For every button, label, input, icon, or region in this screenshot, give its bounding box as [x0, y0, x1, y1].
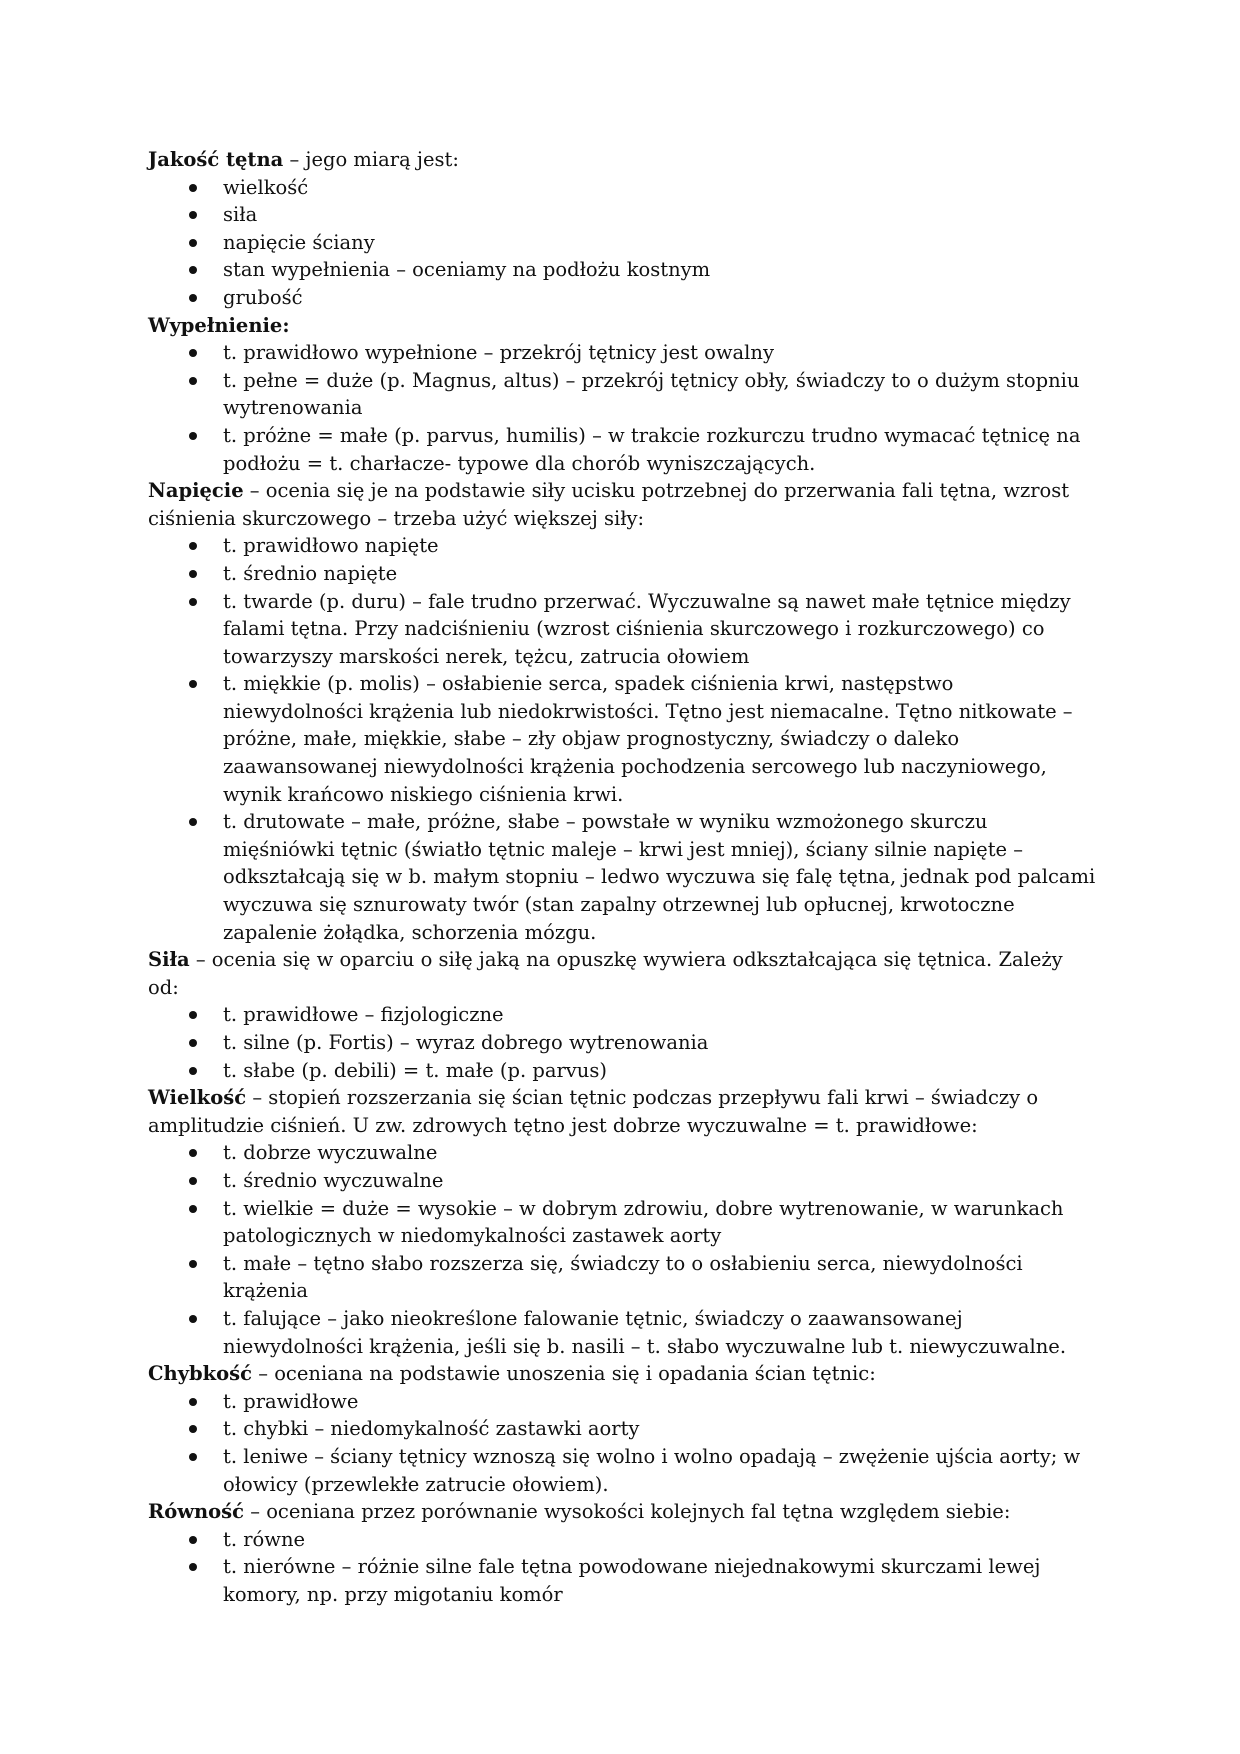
list-item	[148, 1305, 1098, 1360]
bullet-list	[148, 339, 1098, 477]
section-intro-text: – stopień rozszerzania się ścian tętnic podczas przepływu fali krwi – świadczy o amplitudzie ciśnień. U zw. zdrowych tętno jest dobrze wyczuwalne = t. prawidłowe:	[148, 1086, 1039, 1137]
list-item-text: t. twarde (p. duru) – fale trudno przerwać. Wyczuwalne są nawet małe tętnice między falami tętna. Przy nadciśnieniu (wzrost ciśnienia skurczowego i rozkurczowego) co towarzyszy marskości nerek, tężcu, zatrucia ołowiem	[223, 589, 1071, 668]
section	[148, 1084, 1098, 1360]
list-item-text: t. miękkie (p. molis) – osłabienie serca, spadek ciśnienia krwi, następstwo niewydolności krążenia lub niedokrwistości. Tętno jest niemacalne. Tętno nitkowate – próżne, małe, miękkie, słabe – zły objaw prognostyczny, świadczy o daleko zaawansowanej niewydolności krążenia pochodzenia sercowego lub naczyniowego, wynik krańcowo niskiego ciśnienia krwi.	[223, 672, 1073, 806]
list-item	[148, 422, 1098, 477]
section-intro-text: – ocenia się w oparciu o siłę jaką na opuszkę wywiera odkształcająca się tętnica. Zależy od:	[148, 948, 1063, 999]
section-heading-line	[148, 146, 1098, 174]
bullet-icon	[189, 680, 197, 688]
bullet-icon	[189, 542, 197, 550]
list-item	[148, 1526, 1098, 1554]
list-item-text: t. silne (p. Fortis) – wyraz dobrego wytrenowania	[223, 1031, 709, 1054]
list-item	[148, 560, 1098, 588]
list-item	[148, 1001, 1098, 1029]
list-item	[148, 588, 1098, 671]
list-item-text: t. równe	[223, 1527, 306, 1551]
section-heading-line	[148, 312, 1098, 340]
bullet-icon	[189, 570, 197, 578]
section-intro-text: – ocenia się je na podstawie siły ucisku potrzebnej do przerwania fali tętna, wzrost ciśnienia skurczowego – trzeba użyć większej siły:	[148, 479, 1070, 530]
bullet-icon	[189, 1039, 197, 1047]
list-item-text: wielkość	[223, 175, 309, 199]
section-heading-line	[148, 946, 1098, 1001]
list-item	[148, 808, 1098, 946]
list-item	[148, 229, 1098, 257]
bullet-icon	[189, 598, 197, 606]
list-item	[148, 1443, 1098, 1498]
section-heading: Wielkość	[148, 1086, 247, 1110]
list-item-text: t. małe – tętno słabo rozszerza się, świadczy to o osłabieniu serca, niewydolności krążenia	[223, 1251, 1023, 1303]
list-item	[148, 174, 1098, 202]
bullet-list	[148, 532, 1098, 946]
section-heading: Równość	[148, 1500, 245, 1524]
list-item	[148, 1167, 1098, 1195]
list-item	[148, 1250, 1098, 1305]
section	[148, 312, 1098, 478]
section-heading: Siła	[148, 948, 190, 972]
list-item-text: t. prawidłowe – fizjologiczne	[223, 1003, 504, 1027]
bullet-icon	[189, 1398, 197, 1406]
list-item	[148, 256, 1098, 284]
list-item-text: t. leniwe – ściany tętnicy wznoszą się wolno i wolno opadają – zwężenie ujścia aorty; w ołowicy (przewlekłe zatrucie ołowiem).	[223, 1444, 1081, 1496]
bullet-icon	[189, 294, 197, 302]
list-item-text: t. średnio wyczuwalne	[223, 1168, 444, 1192]
bullet-icon	[189, 1425, 197, 1433]
bullet-icon	[189, 1205, 197, 1213]
section-heading: Chybkość	[148, 1362, 253, 1386]
section	[148, 1498, 1098, 1608]
bullet-icon	[189, 818, 197, 826]
bullet-icon	[189, 211, 197, 219]
bullet-icon	[189, 239, 197, 247]
bullet-icon	[189, 1536, 197, 1544]
list-item	[148, 1388, 1098, 1416]
bullet-icon	[189, 1177, 197, 1185]
list-item	[148, 1415, 1098, 1443]
list-item-text: siła	[223, 203, 258, 227]
list-item	[148, 339, 1098, 367]
list-item	[148, 1553, 1098, 1608]
bullet-list	[148, 174, 1098, 312]
list-item	[148, 532, 1098, 560]
section	[148, 477, 1098, 946]
list-item-text: t. chybki – niedomykalność zastawki aorty	[223, 1417, 640, 1441]
bullet-icon	[189, 1563, 197, 1571]
section-heading-line	[148, 477, 1098, 532]
list-item	[148, 284, 1098, 312]
bullet-icon	[189, 1260, 197, 1268]
list-item	[148, 1139, 1098, 1167]
list-item-text: t. prawidłowo napięte	[223, 534, 439, 558]
list-item	[148, 670, 1098, 808]
bullet-icon	[189, 1011, 197, 1019]
list-item-text: t. prawidłowe	[223, 1389, 359, 1413]
list-item-text: t. próżne = małe (p. parvus, humilis) – w trakcie rozkurczu trudno wymacać tętnicę na podłożu = t. charłacze- typowe dla chorób wyniszczających.	[223, 423, 1081, 475]
bullet-list	[148, 1139, 1098, 1360]
bullet-list	[148, 1001, 1098, 1084]
list-item-text: t. drutowate – małe, próżne, słabe – powstałe w wyniku wzmożonego skurczu mięśniówki tętnic (światło tętnic maleje – krwi jest mniej), ściany silnie napięte – odkształcają się w b. małym stopniu – ledwo wyczuwa się falę tętna, jednak pod palcami wyczuwa się sznurowaty twór (stan zapalny otrzewnej lub opłucnej, krwotoczne zapalenie żołądka, schorzenia mózgu.	[223, 810, 1096, 944]
list-item-text: napięcie ściany	[223, 230, 375, 254]
bullet-icon	[189, 266, 197, 274]
list-item-text: t. średnio napięte	[223, 561, 398, 585]
section	[148, 1360, 1098, 1498]
list-item	[148, 367, 1098, 422]
section-heading-line	[148, 1084, 1098, 1139]
list-item-text: t. wielkie = duże = wysokie – w dobrym zdrowiu, dobre wytrenowanie, w warunkach patologicznych w niedomykalności zastawek aorty	[223, 1196, 1064, 1248]
list-item-text: t. prawidłowo wypełnione – przekrój tętnicy jest owalny	[223, 341, 774, 365]
section-intro-text: – oceniana na podstawie unoszenia się i opadania ścian tętnic:	[252, 1362, 876, 1386]
bullet-icon	[189, 1453, 197, 1461]
bullet-list	[148, 1526, 1098, 1609]
list-item-text: t. słabe (p. debili) = t. małe (p. parvus)	[223, 1058, 607, 1082]
list-item	[148, 1029, 1098, 1057]
section-heading: Napięcie	[148, 479, 244, 503]
section-heading: Jakość tętna	[148, 148, 284, 171]
bullet-icon	[189, 1149, 197, 1157]
section-heading: Wypełnienie:	[148, 313, 290, 337]
list-item-text: t. nierówne – różnie silne fale tętna powodowane niejednakowymi skurczami lewej komory, np. przy migotaniu komór	[223, 1555, 1041, 1606]
bullet-icon	[189, 184, 197, 192]
bullet-icon	[189, 377, 197, 385]
section	[148, 946, 1098, 1084]
list-item-text: t. falujące – jako nieokreślone falowanie tętnic, świadczy o zaawansowanej niewydolności krążenia, jeśli się b. nasili – t. słabo wyczuwalne lub t. niewyczuwalne.	[223, 1306, 1067, 1358]
section-heading-line	[148, 1360, 1098, 1388]
bullet-icon	[189, 1067, 197, 1075]
section	[148, 146, 1098, 312]
bullet-icon	[189, 349, 197, 357]
bullet-icon	[189, 432, 197, 440]
list-item-text: t. pełne = duże (p. Magnus, altus) – przekrój tętnicy obły, świadczy to o dużym stopniu wytrenowania	[223, 368, 1080, 420]
section-intro-text: – jego miarą jest:	[283, 148, 459, 171]
list-item-text: t. dobrze wyczuwalne	[223, 1141, 438, 1165]
list-item-text: grubość	[223, 285, 303, 309]
bullet-list	[148, 1388, 1098, 1498]
list-item-text: stan wypełnienia – oceniamy na podłożu kostnym	[223, 258, 711, 282]
section-heading-line	[148, 1498, 1098, 1526]
bullet-icon	[189, 1315, 197, 1323]
list-item	[148, 1057, 1098, 1085]
list-item	[148, 201, 1098, 229]
list-item	[148, 1195, 1098, 1250]
section-intro-text: – oceniana przez porównanie wysokości kolejnych fal tętna względem siebie:	[244, 1500, 1011, 1524]
document-page	[148, 146, 1098, 1608]
